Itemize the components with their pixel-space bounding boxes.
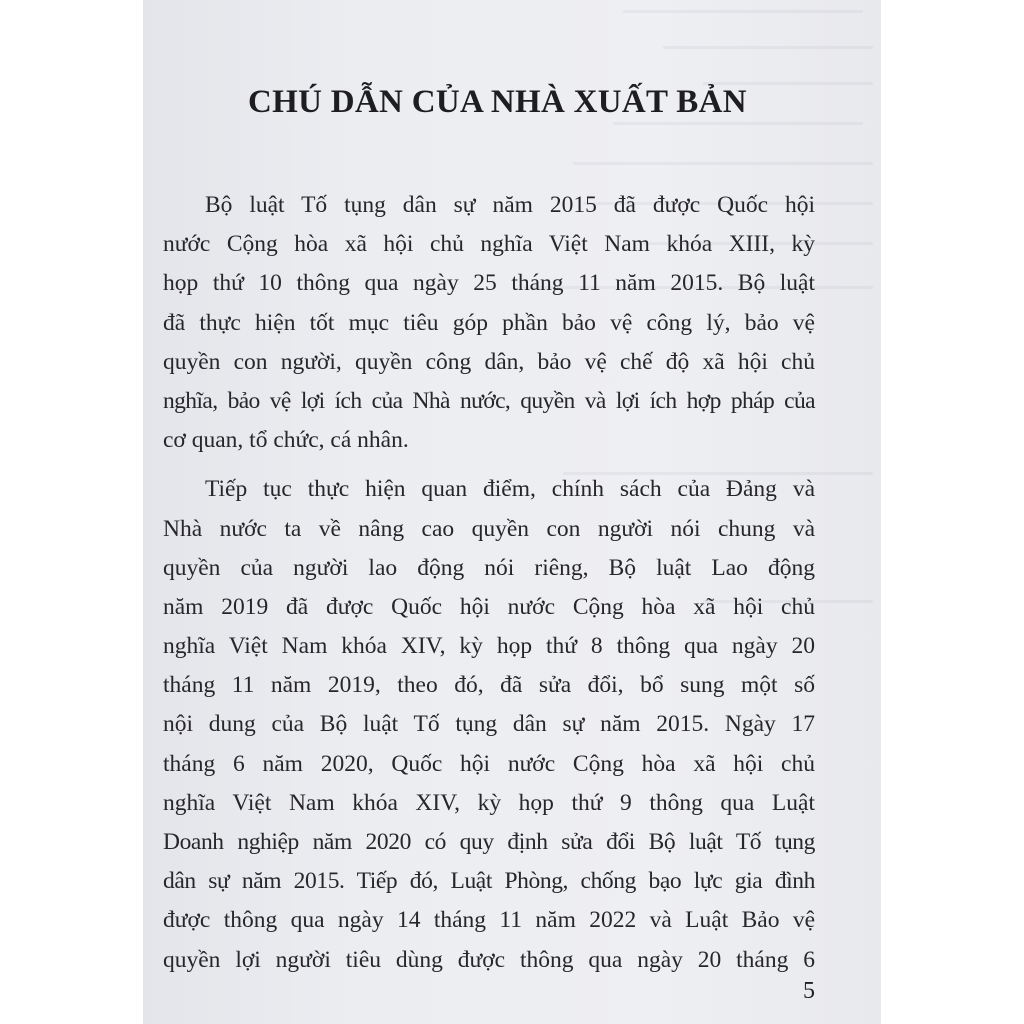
text-line: năm 2019 đã được Quốc hội nước Cộng hòa xã hội chủ: [163, 593, 815, 620]
paragraph-2: [163, 470, 815, 979]
text-line: nước Cộng hòa xã hội chủ nghĩa Việt Nam khóa XIII, kỳ: [163, 231, 815, 258]
text-line: nghĩa, bảo vệ lợi ích của Nhà nước, quyền và lợi ích hợp pháp của: [163, 387, 815, 414]
text-line: cơ quan, tổ chức, cá nhân.: [163, 427, 409, 454]
text-line: Bộ luật Tố tụng dân sự năm 2015 đã được Quốc hội: [205, 192, 815, 218]
book-page: [143, 0, 881, 1024]
text-line: quyền con người, quyền công dân, bảo vệ chế độ xã hội chủ: [163, 348, 815, 375]
text-line: được thông qua ngày 14 tháng 11 năm 2022 và Luật Bảo vệ: [163, 907, 815, 934]
text-line: Nhà nước ta về nâng cao quyền con người nói chung và: [163, 515, 815, 542]
text-line: nội dung của Bộ luật Tố tụng dân sự năm 2015. Ngày 17: [163, 711, 815, 738]
text-line: dân sự năm 2015. Tiếp đó, Luật Phòng, chống bạo lực gia đình: [163, 868, 815, 895]
body-text: [163, 186, 815, 980]
text-line: tháng 11 năm 2019, theo đó, đã sửa đổi, bổ sung một số: [163, 672, 815, 699]
text-line: nghĩa Việt Nam khóa XIV, kỳ họp thứ 8 thông qua ngày 20: [163, 633, 815, 660]
text-line: họp thứ 10 thông qua ngày 25 tháng 11 năm 2015. Bộ luật: [163, 270, 815, 297]
text-line: tháng 6 năm 2020, Quốc hội nước Cộng hòa xã hội chủ: [163, 750, 815, 777]
paragraph-1: [163, 186, 815, 460]
text-line: nghĩa Việt Nam khóa XIV, kỳ họp thứ 9 thông qua Luật: [163, 789, 815, 816]
page-number: 5: [803, 978, 815, 1004]
text-line: quyền lợi người tiêu dùng được thông qua ngày 20 tháng 6: [163, 946, 815, 973]
text-line: đã thực hiện tốt mục tiêu góp phần bảo vệ công lý, bảo vệ: [163, 309, 815, 336]
text-line: quyền của người lao động nói riêng, Bộ luật Lao động: [163, 554, 815, 581]
text-line: Doanh nghiệp năm 2020 có quy định sửa đổi Bộ luật Tố tụng: [163, 829, 815, 855]
text-line: Tiếp tục thực hiện quan điểm, chính sách của Đảng và: [205, 476, 815, 503]
page-title: CHÚ DẪN CỦA NHÀ XUẤT BẢN: [248, 84, 747, 120]
